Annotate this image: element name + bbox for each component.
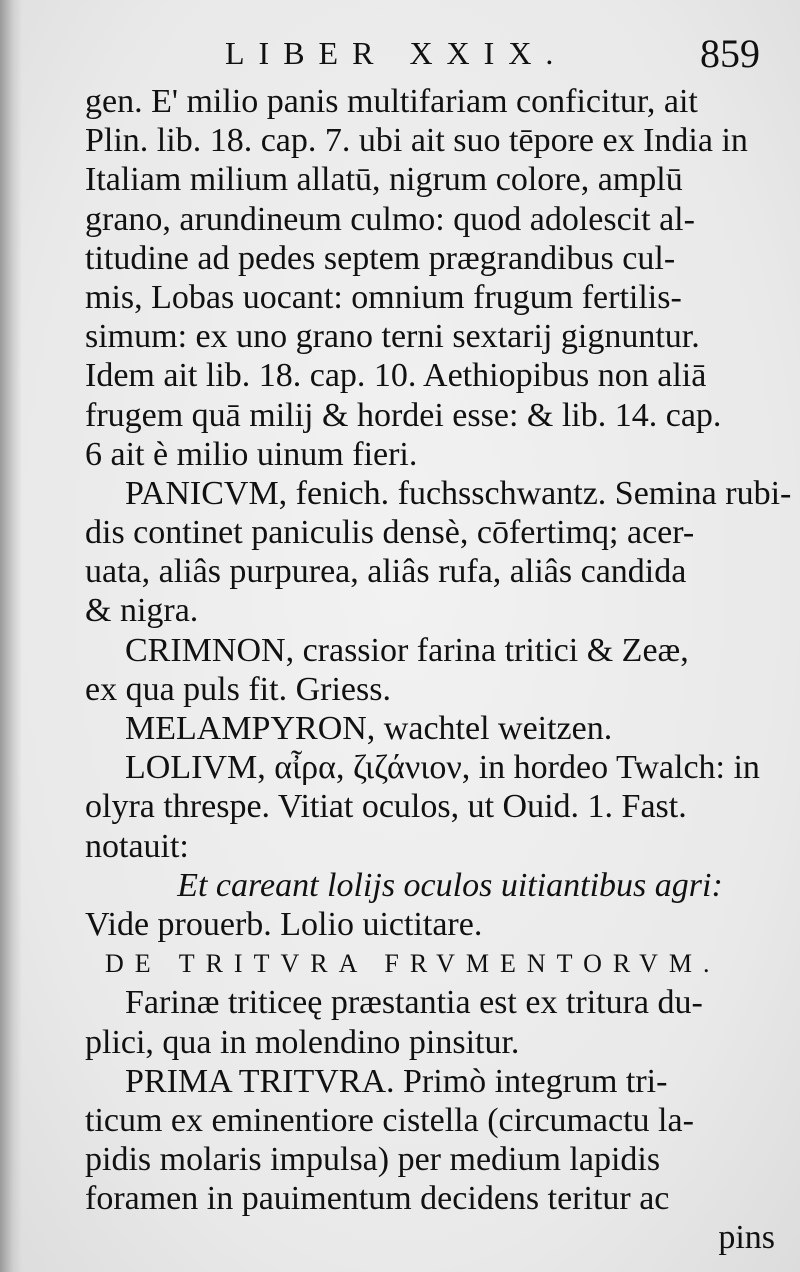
paragraph-start-lolium: LOLIVM, αἶρα, ζιζάνιον, in hordeo Twalch: in [125,749,760,787]
text-line: titudine ad pedes septem prægrandibus cul- [85,239,676,277]
text-line: uata, aliâs purpurea, aliâs rufa, aliâs candida [85,553,687,591]
text-line: olyra threspe. Vitiat oculos, ut Ouid. 1. Fast. [85,788,687,826]
page-number: 859 [700,30,760,76]
paragraph-start-crimnon: CRIMNON, crassior farina tritici & Zeæ, [125,631,689,669]
paragraph-start-prima-tritura: PRIMA TRITVRA. Primò integrum tri- [125,1062,668,1100]
text-line: frugem quā milij & hordei esse: & lib. 14. cap. [85,396,722,434]
text-line: grano, arundineum culmo: quod adolescit al- [85,200,695,238]
page-header [225,28,760,78]
text-line: ex qua puls fit. Griess. [85,670,391,708]
verse-quotation: Et careant lolijs oculos uitiantibus agri: [177,866,723,904]
text-line: notauit: [85,827,189,865]
catchword: pins [718,1219,775,1257]
text-line: 6 ait è milio uinum fieri. [85,435,418,473]
running-title: LIBER XXIX. [225,34,568,71]
paragraph-start-melampyron: MELAMPYRON, wachtel weitzen. [125,710,613,747]
paragraph-start-panicum: PANICVM, fenich. fuchsschwantz. Semina rubi- [125,474,792,512]
text-line: simum: ex uno grano terni sextarij gignuntur. [85,318,700,356]
text-line: pidis molaris impulsa) per medium lapidis [85,1141,661,1179]
text-line: Idem ait lib. 18. cap. 10. Aethiopibus non aliā [85,357,707,395]
text-line: mis, Lobas uocant: omnium frugum fertilis- [85,278,682,316]
text-line: Italiam milium allatū, nigrum colore, amplū [85,161,683,199]
text-line: Vide prouerb. Lolio uictitare. [85,905,483,943]
paragraph-start-farinae: Farinæ triticeę præstantia est ex tritura du- [125,984,703,1022]
text-line: gen. E' milio panis multifariam conficitur, ait [85,83,698,120]
page-gutter-shadow [0,0,22,1272]
text-line: foramen in pauimentum decidens teritur ac [85,1180,670,1218]
body-text [85,82,792,1258]
text-line: & nigra. [85,592,199,630]
text-line: plici, qua in molendino pinsitur. [85,1023,520,1061]
text-line: dis continet paniculis densè, cōfertimq; acer- [85,514,695,552]
text-line: Plin. lib. 18. cap. 7. ubi ait suo tēpore ex India in [85,122,748,160]
text-line: ticum ex eminentiore cistella (circumactu la- [85,1101,694,1139]
section-heading: DE TRITVRA FRVMENTORVM. [105,949,721,979]
